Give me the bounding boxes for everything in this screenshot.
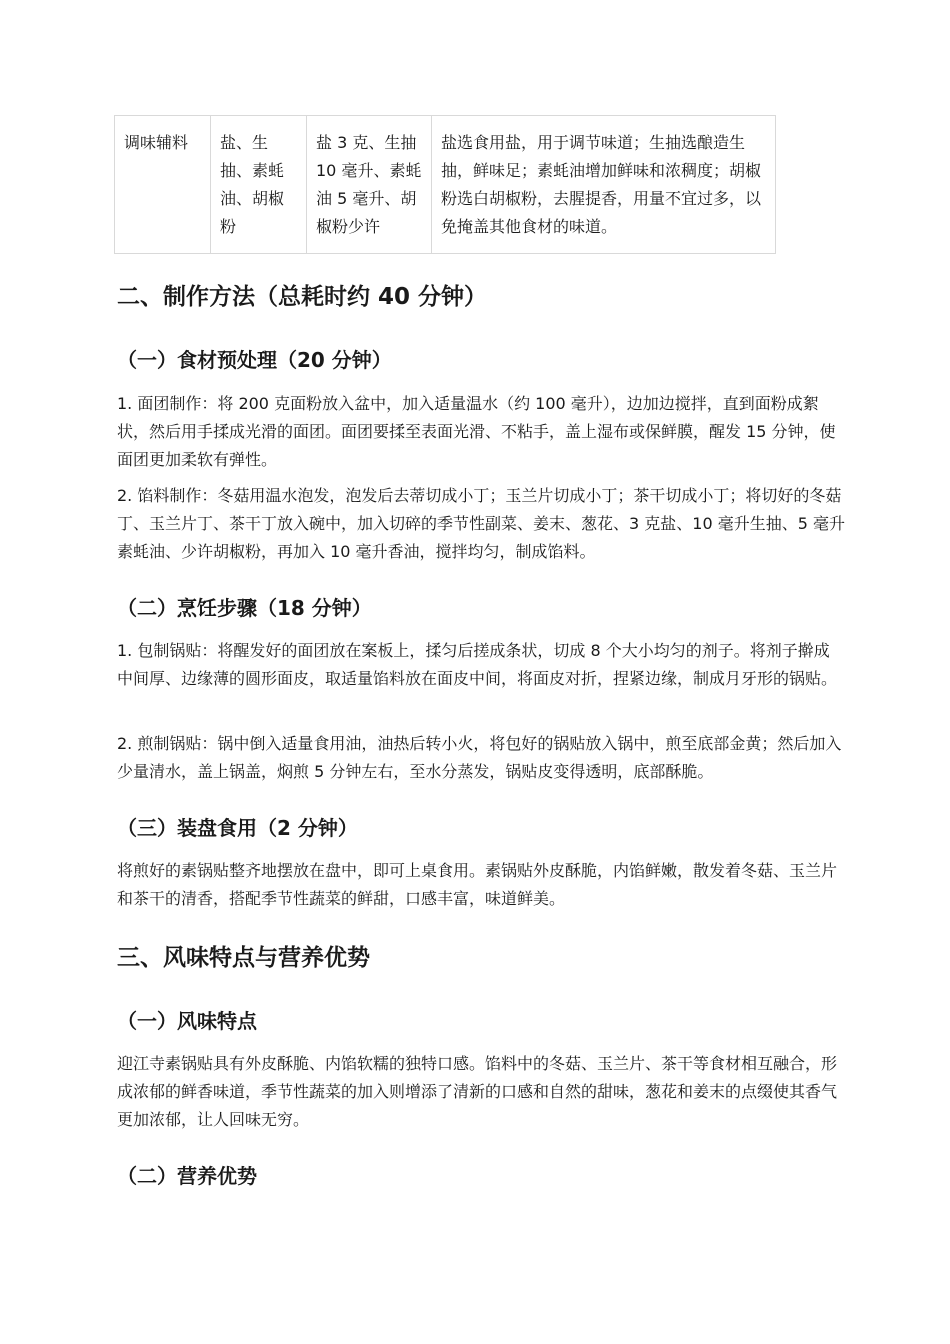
subheading-flavor: （一）风味特点 (117, 1009, 257, 1033)
table-cell-notes: 盐选食用盐，用于调节味道；生抽选酿造生抽，鲜味足；素蚝油增加鲜味和浓稠度；胡椒粉选白胡椒粉，去腥提香，用量不宜过多，以免掩盖其他食材的味道。 (432, 116, 776, 254)
table-cell-amount: 盐 3 克、生抽 10 毫升、素蚝油 5 毫升、胡椒粉少许 (307, 116, 432, 254)
table-row (115, 116, 776, 254)
paragraph-flavor: 迎江寺素锅贴具有外皮酥脆、内馅软糯的独特口感。馅料中的冬菇、玉兰片、茶干等食材相互融合，形成浓郁的鲜香味道，季节性蔬菜的加入则增添了清新的口感和自然的甜味，葱花和姜末的点缀使其香气更加浓郁，让人回味无穷。 (117, 1054, 838, 1129)
subheading-serving: （三）装盘食用（2 分钟） (117, 816, 358, 840)
subheading-cooking: （二）烹饪步骤（18 分钟） (117, 596, 372, 620)
paragraph-dough: 1. 面团制作：将 200 克面粉放入盆中，加入适量温水（约 100 毫升），边加边搅拌，直到面粉成絮状，然后用手揉成光滑的面团。面团要揉至表面光滑、不粘手，盖上湿布或保鲜膜，醒发 15 分钟，使面团更加柔软有弹性。 (117, 394, 836, 469)
section-heading-flavor-nutrition: 三、风味特点与营养优势 (117, 945, 370, 971)
paragraph-filling: 2. 馅料制作：冬菇用温水泡发，泡发后去蒂切成小丁；玉兰片切成小丁；茶干切成小丁；将切好的冬菇丁、玉兰片丁、茶干丁放入碗中，加入切碎的季节性副菜、姜末、葱花、3 克盐、10 毫升生抽、5 毫升素蚝油、少许胡椒粉，再加入 10 毫升香油，搅拌均匀，制成馅料。 (117, 486, 845, 561)
section-heading-method: 二、制作方法（总耗时约 40 分钟） (117, 284, 488, 310)
table-cell-category: 调味辅料 (115, 116, 211, 254)
paragraph-frying: 2. 煎制锅贴：锅中倒入适量食用油，油热后转小火，将包好的锅贴放入锅中，煎至底部金黄；然后加入少量清水，盖上锅盖，焖煎 5 分钟左右，至水分蒸发，锅贴皮变得透明，底部酥脆。 (117, 734, 842, 781)
subheading-preprocessing: （一）食材预处理（20 分钟） (117, 348, 392, 372)
paragraph-wrapping: 1. 包制锅贴：将醒发好的面团放在案板上，揉匀后搓成条状，切成 8 个大小均匀的剂子。将剂子擀成中间厚、边缘薄的圆形面皮，取适量馅料放在面皮中间，将面皮对折，捏紧边缘，制成月牙形的锅贴。 (117, 641, 838, 688)
ingredient-table (114, 115, 776, 254)
paragraph-serving: 将煎好的素锅贴整齐地摆放在盘中，即可上桌食用。素锅贴外皮酥脆，内馅鲜嫩，散发着冬菇、玉兰片和茶干的清香，搭配季节性蔬菜的鲜甜，口感丰富，味道鲜美。 (117, 861, 838, 908)
table-cell-ingredients: 盐、生抽、素蚝油、胡椒粉 (211, 116, 307, 254)
subheading-nutrition: （二）营养优势 (117, 1164, 257, 1188)
